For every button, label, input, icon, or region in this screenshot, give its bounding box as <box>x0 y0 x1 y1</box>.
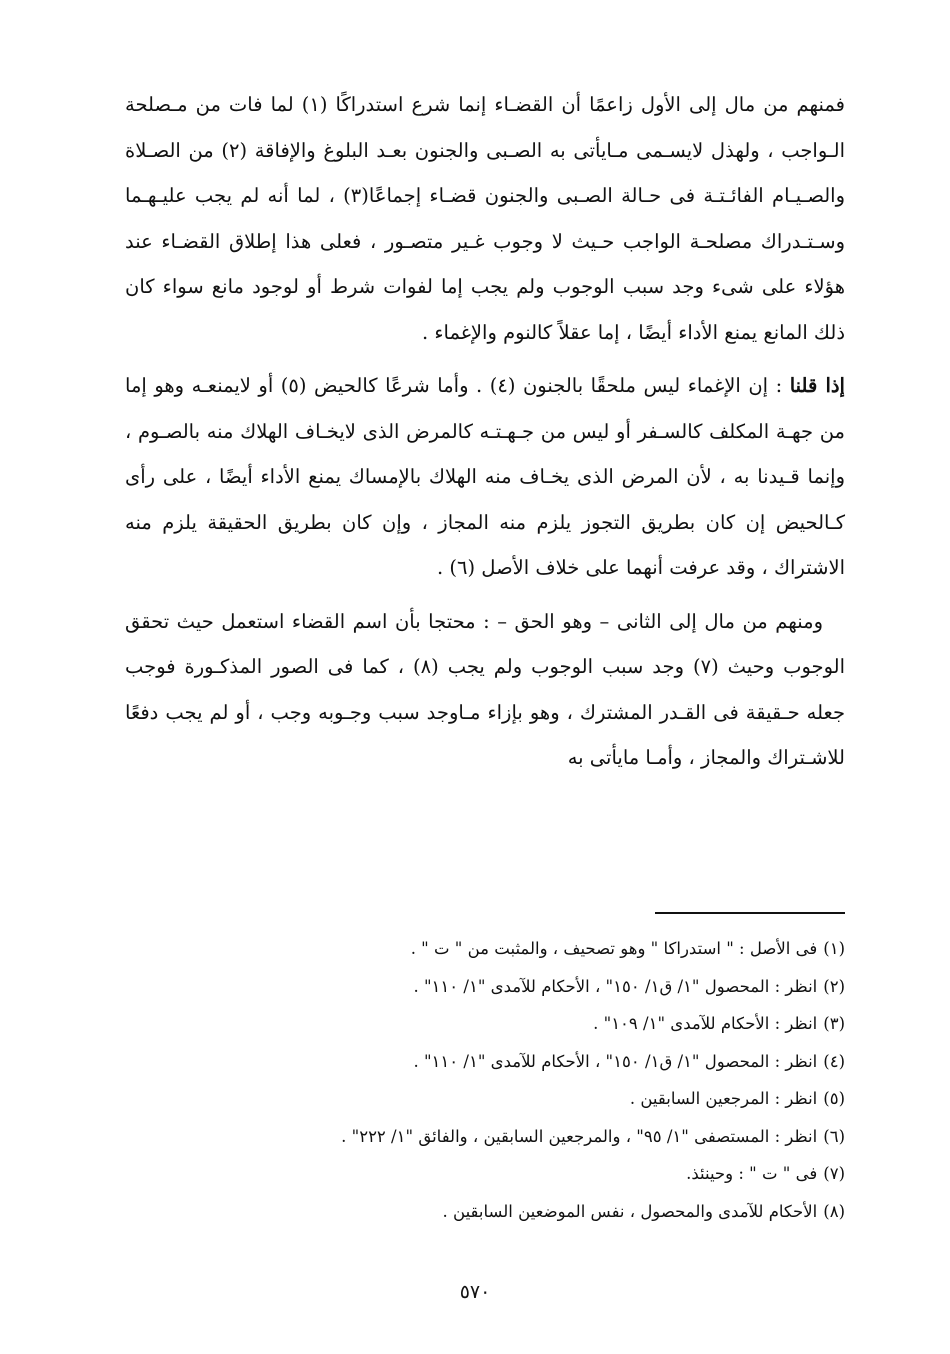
footnote-6 <box>125 1118 845 1156</box>
footnote-7 <box>125 1155 845 1193</box>
page-number: ٥٧٠ <box>459 1281 491 1303</box>
footnote-number: (٧) <box>823 1164 845 1183</box>
paragraph-2-rest: : إن الإغماء ليس ملحقًا بالجنون (٤) . وأما شرعًا كالحيض (٥) أو لايمنعـه وهو إما من جهـة المكلف كالسـفر أو ليس من جـهـتـه كالمرض الذى لايخـاف الهلاك منه بالصـوم ، وإنما قـيدنا به ، لأن المرض الذى يخـاف منه الهلاك بالإمساك يمنع الأداء أيضًا ، على رأى كـالحيض إن كان بطريق التجوز يلزم منه المجاز ، وإن كان بطريق الحقيقة يلزم منه الاشتراك ، وقد عرفت أنهما على خلاف الأصل (٦) . <box>125 374 845 579</box>
footnote-8 <box>125 1193 845 1231</box>
footnote-number: (١) <box>823 939 845 958</box>
footnote-text: انظر : المحصول "١/ ق١/ ١٥٠" ، الأحكام للآمدى "١/ ١١٠" . <box>413 1051 818 1071</box>
footnote-5 <box>125 1080 845 1118</box>
footnote-3 <box>125 1005 845 1043</box>
footnote-text: انظر : المرجعين السابقين . <box>629 1089 818 1108</box>
footnote-text: فى الأصل : " استدراكا " وهو تصحيف ، والمثبت من " ت " . <box>410 939 818 958</box>
paragraph-3: ومنهم من مال إلى الثانى – وهو الحق – : محتجا بأن اسم القضاء استعمل حيث تحقق الوجوب وحيث (٧) وجد سبب الوجوب ولم يجب (٨) ، كما فى الصور المذكـورة فوجب جعله حـقيقة فى القـدر المشترك ، وهو بإزاء مـاوجد سبب وجـوبه وجب ، أو لم يجب دفعًا للاشـتراك والمجاز ، وأمـا مايأتى به <box>125 609 846 769</box>
main-text <box>125 82 845 781</box>
footnotes <box>125 930 845 1230</box>
footnote-number: (٢) <box>823 976 845 996</box>
footnote-text: انظر : المستصفى "١/ ٩٥" ، والمرجعين السابقين ، والفائق "١/ ٢٢٢" . <box>341 1126 818 1146</box>
paragraph-2-lead: إذا قلنا <box>789 374 845 397</box>
footnote-separator <box>655 912 845 914</box>
paragraph-1: فمنهم من مال إلى الأول زاعمًا أن القضـاء إنما شرع استدراكًا (١) لما فات من مـصلحة الـواجب ، ولهذل لايسـمى مـايأتى به الصـبى والجنون بعـد البلوغ والإفاقة (٢) من الصـلاة والصـيـام الفائـتـة فى حـالة الصـبى والجنون قضـاء إجماعًا(٣) ، لما أنه لم يجب عليـهـما وسـتـدراك مصلحـة الواجب حـيث لا وجوب غـير متصـور ، فعلى هذا إطلاق القضـاء عند هؤلاء على شىء وجد سبب الوجوب ولم يجب إما لفوات شرط أو لوجود مانع سواء كان ذلك المانع يمنع الأداء أيضًا ، إما عقلاً كالنوم والإغماء . <box>125 93 846 344</box>
footnote-text: انظر : المحصول "١/ ق١/ ١٥٠" ، الأحكام للآمدى "١/ ١١٠" . <box>413 976 818 996</box>
footnote-number: (٦) <box>823 1126 845 1146</box>
footnote-4 <box>125 1043 845 1081</box>
footnote-text: انظر : الأحكام للآمدى "١/ ١٠٩" . <box>593 1014 818 1033</box>
footnote-number: (٨) <box>823 1201 845 1221</box>
footnote-number: (٤) <box>823 1051 845 1071</box>
footnote-2 <box>125 968 845 1006</box>
footnote-number: (٣) <box>823 1014 845 1033</box>
footnote-number: (٥) <box>823 1089 845 1108</box>
footnote-1 <box>125 930 845 968</box>
footnote-text: فى " ت " : وحينئذ. <box>686 1164 818 1183</box>
paragraph-2 <box>125 363 845 591</box>
footnote-text: الأحكام للآمدى والمحصول ، نفس الموضعين السابقين . <box>442 1201 818 1221</box>
